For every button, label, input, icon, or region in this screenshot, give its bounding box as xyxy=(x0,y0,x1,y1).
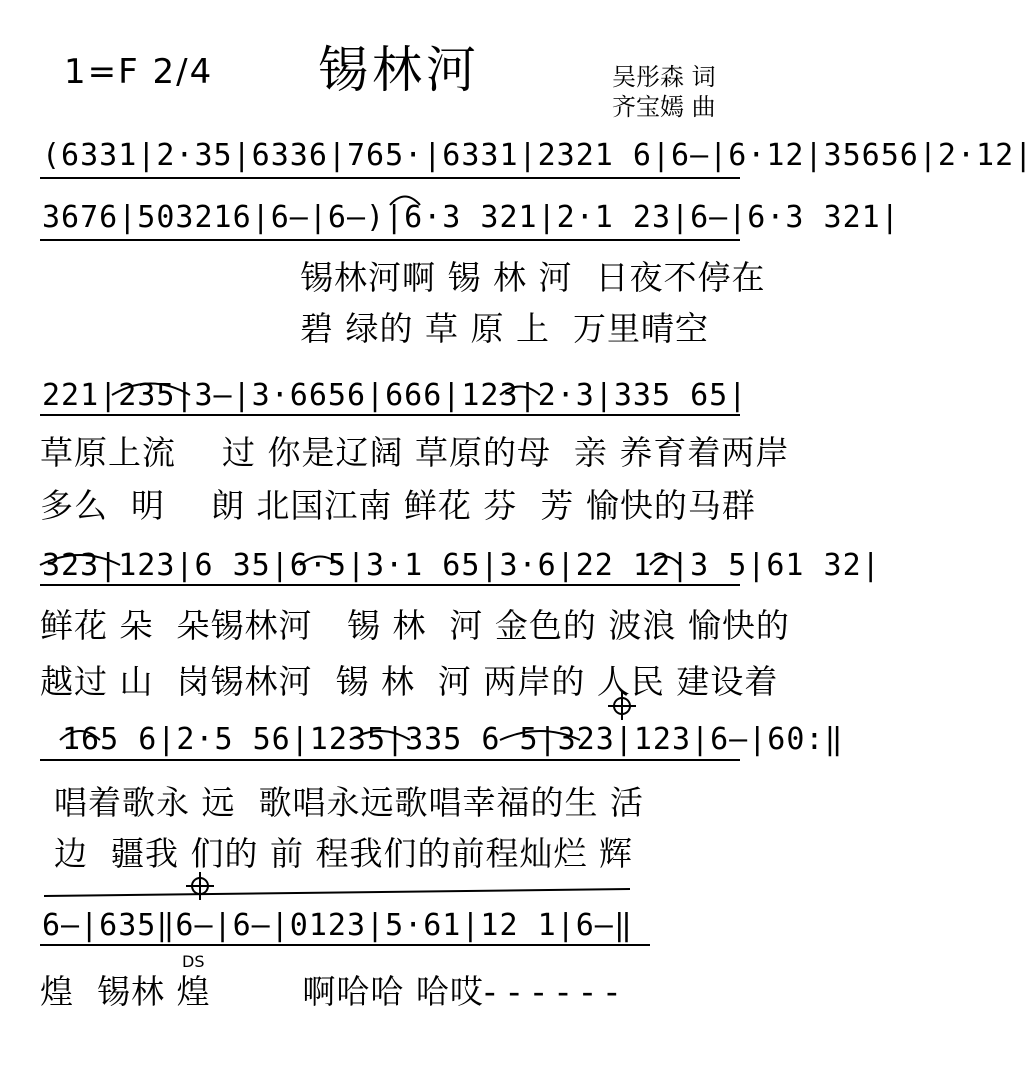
lyric-row-2-verse-1: 锡林河啊 锡 林 河 日夜不停在 xyxy=(300,258,766,297)
lyric-row-4-verse-1: 鲜花 朵 朵锡林河 锡 林 河 金色的 波浪 愉快的 xyxy=(40,606,790,645)
lyric-row-5-verse-2: 边 疆我 们的 前 程我们的前程灿烂 辉 xyxy=(54,834,633,873)
notation-row-1: (6331|2·35|6336|765·|6331|2321 6|6–|6·12|35656|2·12| xyxy=(42,138,1033,173)
key-signature: 1=F 2/4 xyxy=(64,52,214,92)
lyric-row-2-verse-2: 碧 绿的 草 原 上 万里晴空 xyxy=(300,309,709,348)
dal-segno-mark: DS xyxy=(182,952,205,971)
notation-row-5: 165 6|2·5 56|1235|335 6 5|323|123|6–|60:‖ xyxy=(62,722,844,757)
song-title: 锡林河 xyxy=(318,41,480,99)
lyricist-credit: 吴彤森 词 xyxy=(612,63,716,91)
lyric-row-6: 煌 锡林 煌 啊哈哈 哈哎- - - - - - xyxy=(40,972,619,1011)
lyric-row-3-verse-2: 多么 明 朗 北国江南 鲜花 芬 芳 愉快的马群 xyxy=(40,486,756,525)
lyric-row-4-verse-2: 越过 山 岗锡林河 锡 林 河 两岸的 人民 建设着 xyxy=(40,662,779,701)
lyric-row-3-verse-1: 草原上流 过 你是辽阔 草原的母 亲 养育着两岸 xyxy=(40,433,790,472)
notation-row-6: 6–|635‖6–|6–|0123|5·61|12 1|6–‖ xyxy=(42,908,633,943)
lyric-row-5-verse-1: 唱着歌永 远 歌唱永远歌唱幸福的生 活 xyxy=(54,783,644,822)
notation-row-3: 221|235|3–|3·6656|666|123|2·3|335 65| xyxy=(42,378,748,413)
notation-row-2: 3676|503216|6–|6–)|6·3 321|2·1 23|6–|6·3 321| xyxy=(42,200,900,235)
notation-row-4: 323|123|6 35|6·5|3·1 65|3·6|22 12|3 5|61 32| xyxy=(42,548,881,583)
composer-credit: 齐宝嫣 曲 xyxy=(612,93,716,121)
